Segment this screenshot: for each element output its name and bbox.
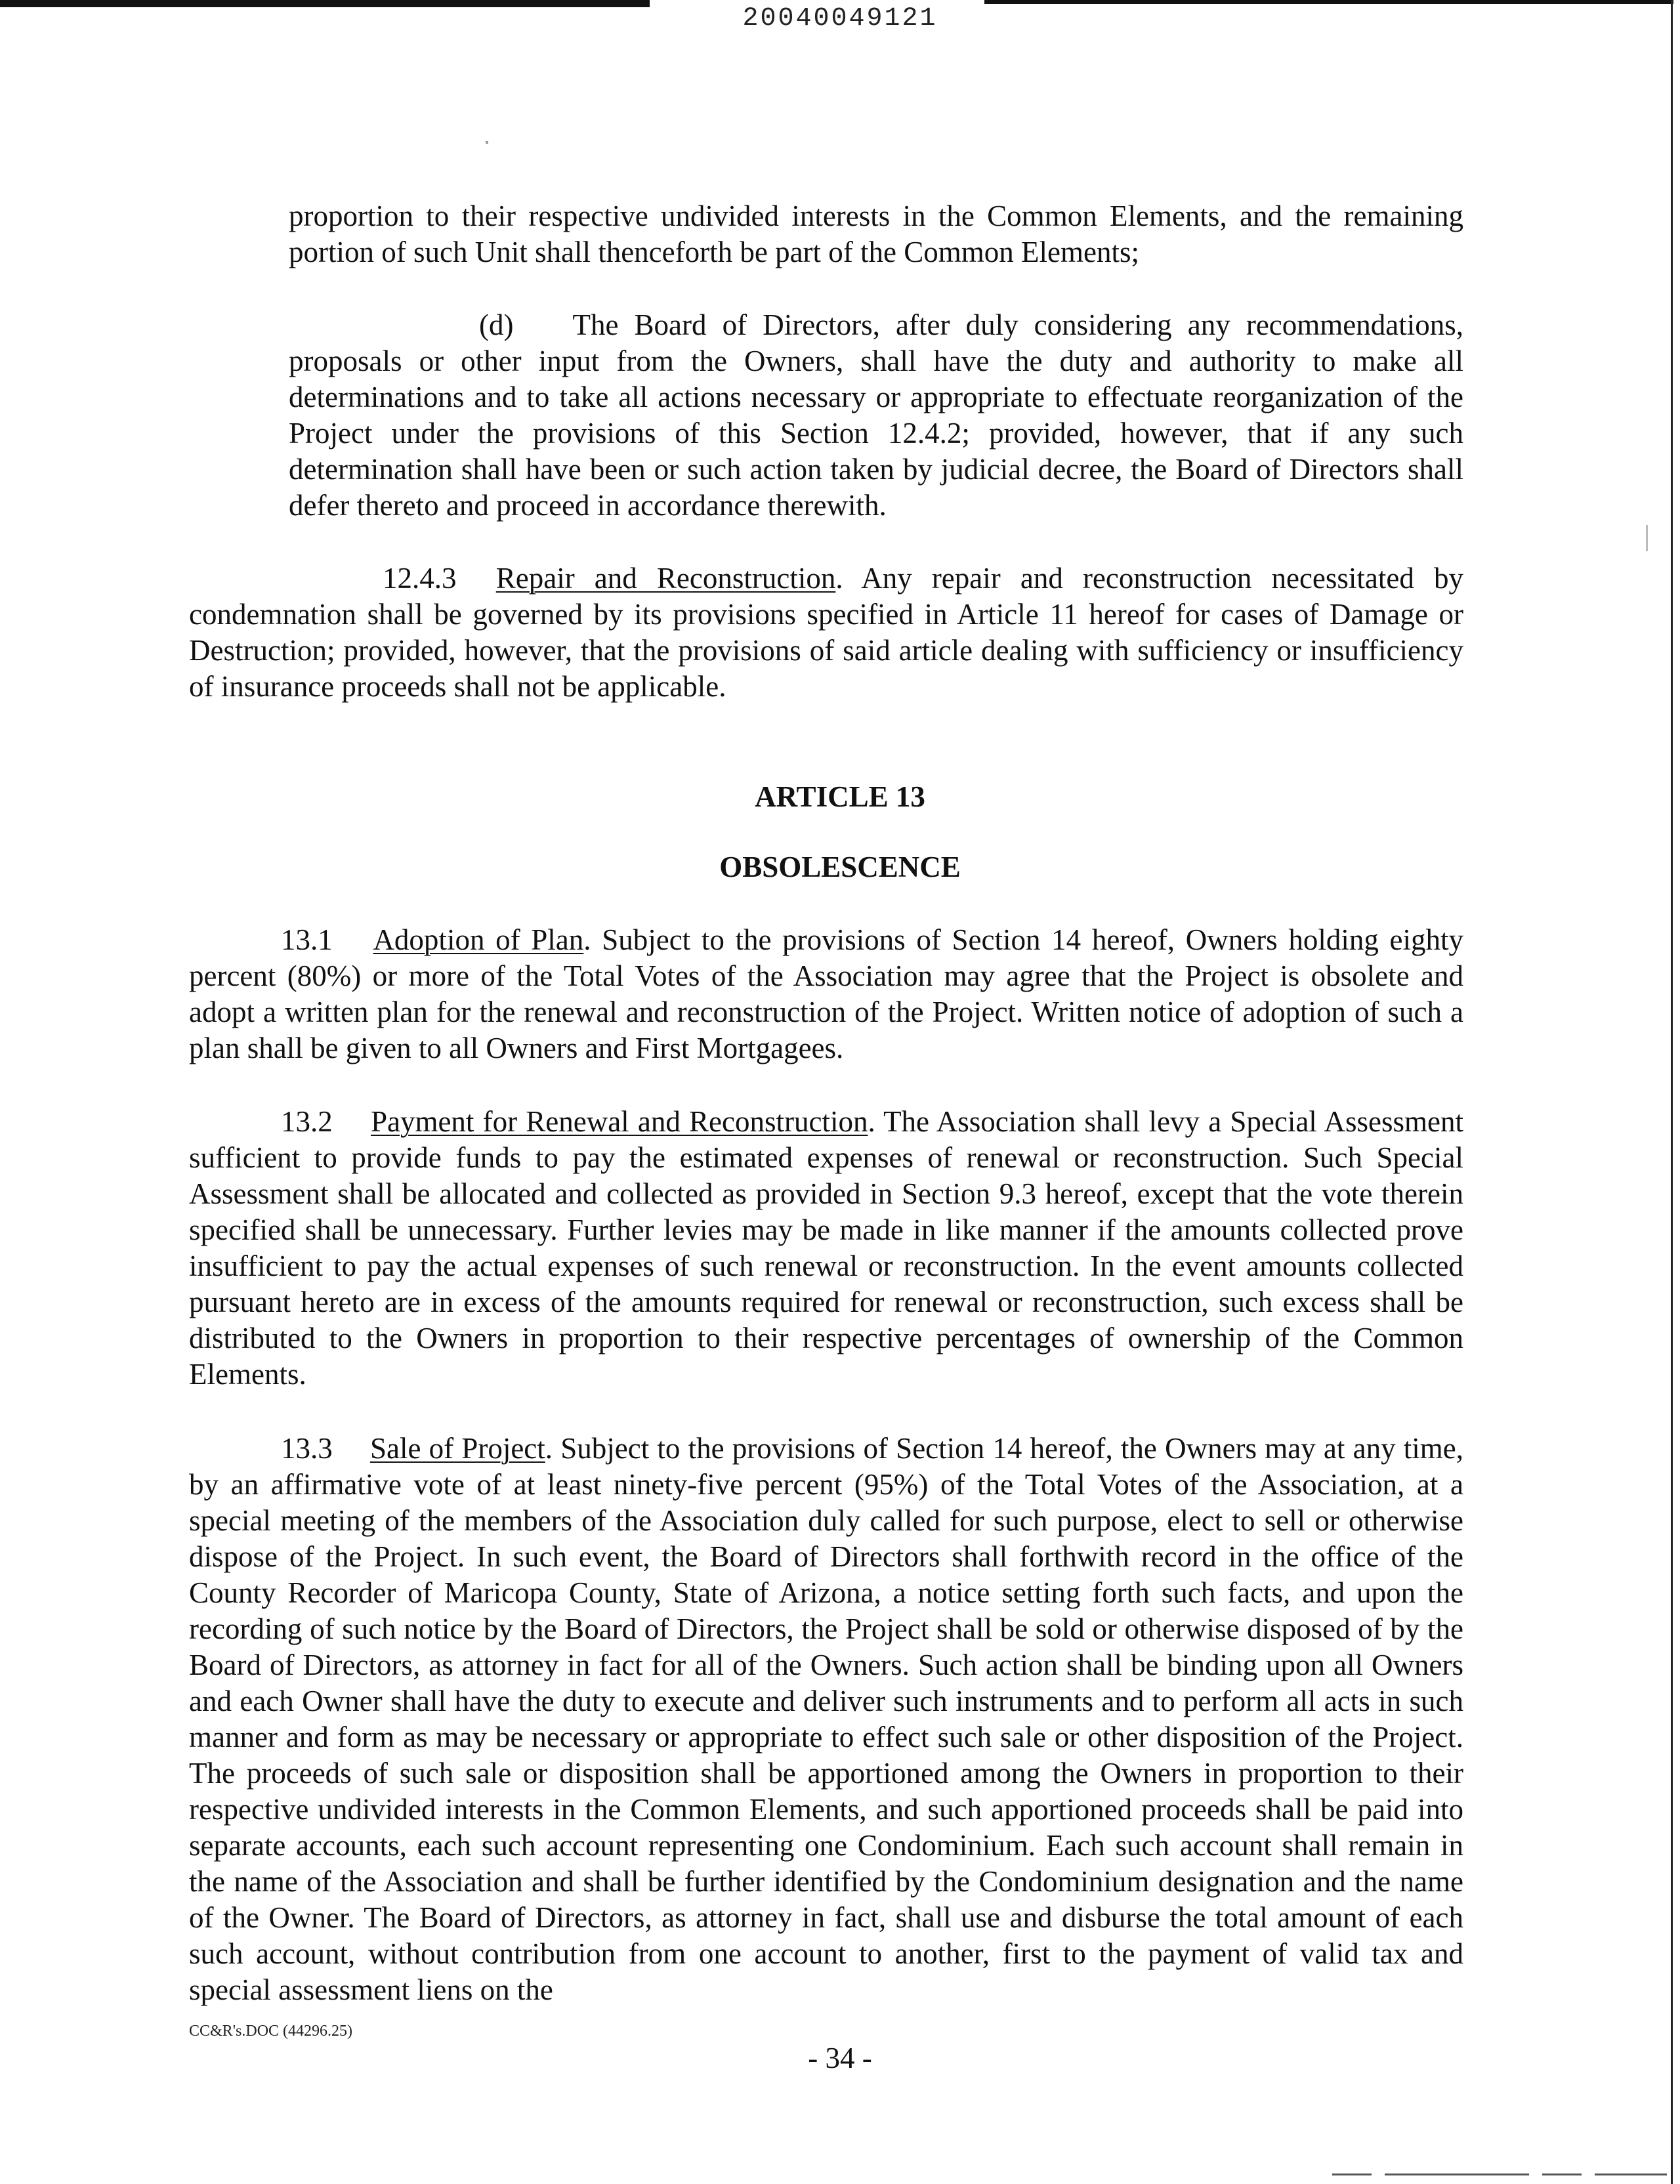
scan-speck bbox=[486, 141, 488, 144]
section-body: . Any repair and reconstruction necessitated by condemnation shall be governed by its provisions specified in Article 11 hereof for cases of Damage or Destruction; provided, however, that the provisions of said article dealing with sufficiency or insufficiency of insurance proceeds shall not be applicable. bbox=[189, 562, 1463, 703]
page-number: - 34 - bbox=[808, 2042, 872, 2074]
section-title: Repair and Reconstruction bbox=[495, 562, 836, 595]
section-number: 13.3 bbox=[281, 1432, 333, 1465]
section-13-3 bbox=[189, 1431, 1463, 2008]
section-12-4-3 bbox=[189, 560, 1463, 705]
section-title: Payment for Renewal and Reconstruction bbox=[370, 1105, 868, 1138]
article-title: OBSOLESCENCE bbox=[719, 850, 961, 883]
scan-edge-right bbox=[1671, 0, 1673, 2184]
scan-speck bbox=[1646, 525, 1648, 551]
section-title: Adoption of Plan bbox=[373, 923, 584, 956]
footer-file-reference: CC&R's.DOC (44296.25) bbox=[189, 2023, 353, 2040]
section-number: 13.1 bbox=[281, 923, 333, 956]
section-number: 13.2 bbox=[281, 1105, 333, 1138]
scan-edge-bottom bbox=[1332, 2174, 1372, 2175]
scan-edge-bottom bbox=[1542, 2174, 1582, 2175]
section-13-2 bbox=[189, 1104, 1463, 1393]
section-13-1 bbox=[189, 922, 1463, 1066]
paragraph-d: (d) The Board of Directors, after duly considering any recommendations, proposals or other input from the Owners, shall have the duty and authority to make all determinations and to take all actions necessary or appropriate to effectuate reorganization of the Project under the provisions of this Section 12.4.2; provided, however, that if any such determination shall have been or such action taken by judicial decree, the Board of Directors shall defer thereto and proceed in accordance therewith. bbox=[289, 308, 1463, 522]
paragraph-continuation: proportion to their respective undivided interests in the Common Elements, and the remaining portion of such Unit shall thenceforth be part of the Common Elements; bbox=[289, 200, 1463, 268]
scan-edge-bottom bbox=[1385, 2174, 1529, 2175]
section-body: . The Association shall levy a Special Assessment sufficient to provide funds to pay the estimated expenses of renewal or reconstruction. Such Special Assessment shall be allocated and collected as provided in Section 9.3 hereof, except that the vote therein specified shall be unnecessary. Further levies may be made in like manner if the amounts collected prove insufficient to pay the actual expenses of such renewal or reconstruction. In the event amounts collected pursuant hereto are in excess of the amounts required for renewal or reconstruction, such excess shall be distributed to the Owners in proportion to their respective percentages of ownership of the Common Elements. bbox=[189, 1105, 1464, 1391]
section-title: Sale of Project bbox=[369, 1432, 545, 1465]
document-number: 20040049121 bbox=[742, 4, 938, 33]
section-body: . Subject to the provisions of Section 14 hereof, Owners holding eighty percent (80%) or more of the Total Votes of the Association may agree that the Project is obsolete and adopt a written plan for the renewal and reconstruction of the Project. Written notice of adoption of such a plan shall be given to all Owners and First Mortgagees. bbox=[189, 923, 1463, 1064]
section-body: . Subject to the provisions of Section 14 hereof, the Owners may at any time, by an affirmative vote of at least ninety-five percent (95%) of the Total Votes of the Association, at a special meeting of the members of the Association duly called for such purpose, elect to sell or otherwise dispose of the Project. In such event, the Board of Directors shall forthwith record in the office of the County Recorder of Maricopa County, State of Arizona, a notice setting forth such facts, and upon the recording of such notice by the Board of Directors, the Project shall be sold or otherwise disposed of by the Board of Directors, as attorney in fact for all of the Owners. Such action shall be binding upon all Owners and each Owner shall have the duty to execute and deliver such instruments and to perform all acts in such manner and form as may be necessary or appropriate to effect such sale or other disposition of the Project. The proceeds of such sale or disposition shall be apportioned among the Owners in proportion to their respective undivided interests in the Common Elements, and such apportioned proceeds shall be paid into separate accounts, each such account representing one Condominium. Each such account shall remain in the name of the Association and shall be further identified by the Condominium designation and the name of the Owner. The Board of Directors, as attorney in fact, shall use and disburse the total amount of each such account, without contribution from one account to another, first to the payment of valid tax and special assessment liens on the bbox=[189, 1432, 1463, 2006]
section-number: 12.4.3 bbox=[383, 562, 457, 595]
scan-edge-bottom bbox=[1595, 2174, 1667, 2175]
article-number: ARTICLE 13 bbox=[755, 780, 925, 813]
